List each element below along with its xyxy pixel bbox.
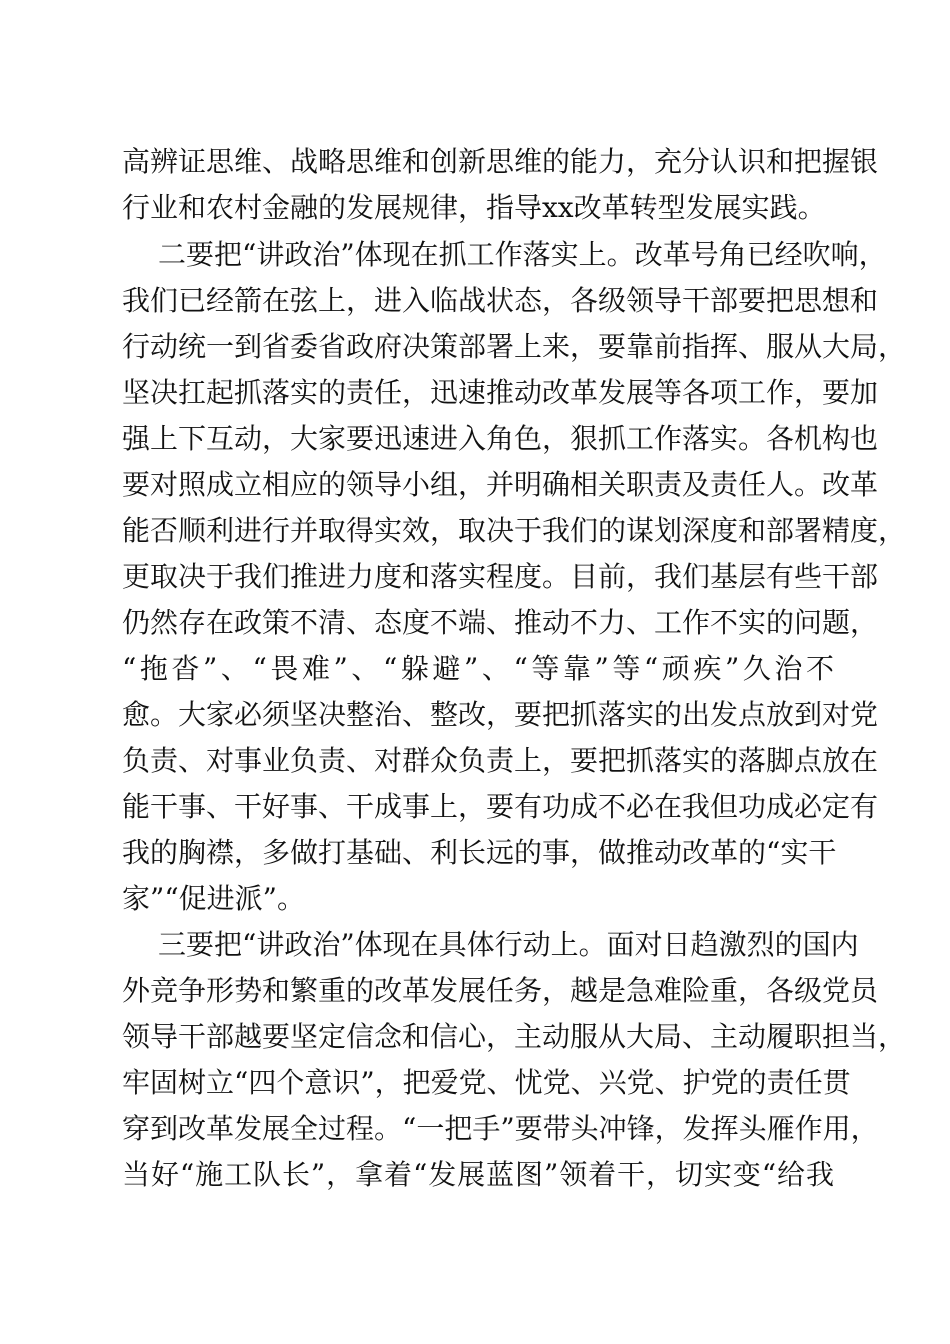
text-line: 更取决于我们推进力度和落实程度。目前，我们基层有些干部 xyxy=(122,560,879,593)
text-line: 穿到改革发展全过程。“一把手”要带头冲锋，发挥头雁作用， xyxy=(122,1112,879,1145)
text-line: 领导干部越要坚定信念和信心，主动服从大局、主动履职担当， xyxy=(122,1020,907,1053)
text-line: 强上下互动，大家要迅速进入角色，狠抓工作落实。各机构也 xyxy=(122,422,879,455)
paragraph-start-line: 二要把“讲政治”体现在抓工作落实上。改革号角已经吹响， xyxy=(158,238,887,271)
text-line: 家”“促进派”。 xyxy=(122,882,305,915)
text-line: 能否顺利进行并取得实效，取决于我们的谋划深度和部署精度， xyxy=(122,514,907,547)
paragraph-start-line: 三要把“讲政治”体现在具体行动上。面对日趋激烈的国内 xyxy=(158,928,859,961)
text-line: 我们已经箭在弦上，进入临战状态，各级领导干部要把思想和 xyxy=(122,284,879,317)
text-line: 要对照成立相应的领导小组，并明确相关职责及责任人。改革 xyxy=(122,468,879,501)
text-line: 当好“施工队长”，拿着“发展蓝图”领着干，切实变“给我 xyxy=(122,1158,834,1191)
text-line: 行动统一到省委省政府决策部署上来，要靠前指挥、服从大局， xyxy=(122,330,907,363)
text-line: 我的胸襟，多做打基础、利长远的事，做推动改革的“实干 xyxy=(122,836,837,869)
text-line: 能干事、干好事、干成事上，要有功成不必在我但功成必定有 xyxy=(122,790,879,823)
text-line: 牢固树立“四个意识”，把爱党、忧党、兴党、护党的责任贯 xyxy=(122,1066,851,1099)
text-line: 行业和农村金融的发展规律，指导xx改革转型发展实践。 xyxy=(122,191,826,224)
text-line: “拖沓”、“畏难”、“躲避”、“等靠”等“顽疾”久治不 xyxy=(122,652,834,685)
text-line: 高辨证思维、战略思维和创新思维的能力，充分认识和把握银 xyxy=(122,145,879,178)
text-line: 坚决扛起抓落实的责任，迅速推动改革发展等各项工作，要加 xyxy=(122,376,879,409)
text-line: 仍然存在政策不清、态度不端、推动不力、工作不实的问题， xyxy=(122,606,879,639)
text-line: 愈。大家必须坚决整治、整改，要把抓落实的出发点放到对党 xyxy=(122,698,879,731)
text-line: 负责、对事业负责、对群众负责上，要把抓落实的落脚点放在 xyxy=(122,744,879,777)
text-line: 外竞争形势和繁重的改革发展任务，越是急难险重，各级党员 xyxy=(122,974,879,1007)
